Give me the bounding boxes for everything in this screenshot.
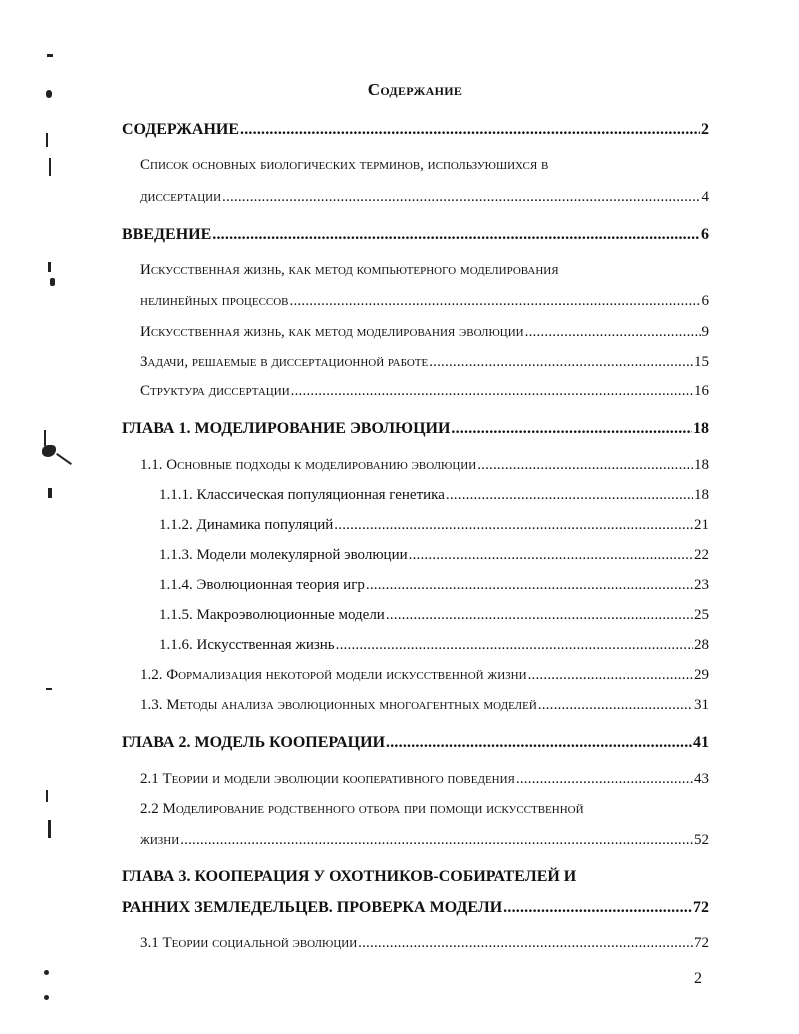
- toc-entry-terms-line1[interactable]: Список основных биологических терминов, используюшихся в: [140, 157, 549, 173]
- toc-label: Искусственная жизнь, как метод моделирования эволюции: [140, 324, 524, 340]
- toc-label: ГЛАВА 1. МОДЕЛИРОВАНИЕ ЭВОЛЮЦИИ: [122, 420, 451, 437]
- toc-entry-1-1-3[interactable]: [159, 547, 709, 564]
- page-title: Содержание: [367, 80, 463, 99]
- toc-page: 28: [694, 637, 709, 653]
- toc-entry-chapter-2[interactable]: [122, 734, 709, 752]
- toc-entry-chapter-3[interactable]: [122, 899, 709, 917]
- toc-entry-1-1-4[interactable]: [159, 577, 709, 594]
- toc-entry-chapter-1[interactable]: [122, 420, 709, 438]
- toc-label: жизни: [140, 832, 180, 848]
- toc-entry-2-2-line1[interactable]: 2.2 Моделирование родственного отбора при помощи искусственной: [140, 801, 584, 817]
- toc-label: ГЛАВА 2. МОДЕЛЬ КООПЕРАЦИИ: [122, 734, 386, 751]
- toc-label: ВВЕДЕНИЕ: [122, 226, 212, 243]
- toc-page: 16: [694, 383, 709, 399]
- toc-page: 72: [694, 935, 709, 951]
- toc-page: 4: [701, 189, 709, 205]
- toc-entry-2-1[interactable]: [140, 771, 709, 788]
- toc-label: 1.1. Основные подходы к моделированию эволюции: [140, 457, 477, 473]
- toc-entry-terms[interactable]: [140, 189, 709, 206]
- toc-entry-1-1-5[interactable]: [159, 607, 709, 624]
- toc-page: 18: [694, 487, 709, 503]
- toc-entry-1-1-6[interactable]: [159, 637, 709, 654]
- toc-label: 1.1.5. Макроэволюционные модели: [159, 607, 385, 623]
- toc-page: 43: [694, 771, 709, 787]
- toc-label: 1.2. Формализация некоторой модели искусственной жизни: [140, 667, 527, 683]
- toc-page: 18: [693, 420, 709, 437]
- toc-page: 31: [694, 697, 709, 713]
- toc-label: Структура диссертации: [140, 383, 290, 399]
- page-number: 2: [694, 970, 702, 987]
- toc-entry-2-2[interactable]: [140, 832, 709, 849]
- toc-entry-1-2[interactable]: [140, 667, 709, 684]
- toc-page: 18: [694, 457, 709, 473]
- toc-label: 1.1.1. Классическая популяционная генетика: [159, 487, 445, 503]
- toc-page: 22: [694, 547, 709, 563]
- toc-entry-structure[interactable]: [140, 383, 709, 400]
- toc-label: 1.1.2. Динамика популяций: [159, 517, 334, 533]
- toc-entry-1-1[interactable]: [140, 457, 709, 474]
- toc-page: 41: [693, 734, 709, 751]
- toc-label: СОДЕРЖАНИЕ: [122, 121, 240, 138]
- toc-page: 6: [701, 293, 709, 309]
- toc-entry-chapter-3-line1[interactable]: ГЛАВА 3. КООПЕРАЦИЯ У ОХОТНИКОВ-СОБИРАТЕЛЕЙ И: [122, 868, 577, 885]
- toc-page: 72: [693, 899, 709, 916]
- toc-label: 2.1 Теории и модели эволюции кооперативного поведения: [140, 771, 515, 787]
- toc-label: 1.1.6. Искусственная жизнь: [159, 637, 335, 653]
- toc-entry-alife-evolution[interactable]: [140, 324, 709, 341]
- toc-page: 52: [694, 832, 709, 848]
- toc-page: 6: [701, 226, 709, 243]
- toc-page: 21: [694, 517, 709, 533]
- toc-page: 29: [694, 667, 709, 683]
- toc-label: диссертации: [140, 189, 222, 205]
- toc-entry-tasks[interactable]: [140, 354, 709, 371]
- toc-label: Задачи, решаемые в диссертационной работе: [140, 354, 429, 370]
- toc-entry-alife-nonlinear[interactable]: [140, 293, 709, 310]
- toc-label: 3.1 Теории социальной эволюции: [140, 935, 358, 951]
- toc-entry-introduction[interactable]: [122, 226, 709, 244]
- toc-page: 23: [694, 577, 709, 593]
- toc-label: РАННИХ ЗЕМЛЕДЕЛЬЦЕВ. ПРОВЕРКА МОДЕЛИ: [122, 899, 503, 916]
- toc-page: 15: [694, 354, 709, 370]
- toc-label: нелинейных процессов: [140, 293, 289, 309]
- toc-entry-1-1-2[interactable]: [159, 517, 709, 534]
- toc-entry-1-1-1[interactable]: [159, 487, 709, 504]
- toc-page: 9: [701, 324, 709, 340]
- toc-page: 2: [701, 121, 709, 138]
- toc-entry-contents[interactable]: [122, 121, 709, 139]
- toc-page: 25: [694, 607, 709, 623]
- toc-entry-alife-nonlinear-line1[interactable]: Искусственная жизнь, как метод компьютерного моделирования: [140, 262, 559, 278]
- toc-entry-3-1[interactable]: [140, 935, 709, 952]
- toc-label: 1.1.4. Эволюционная теория игр: [159, 577, 365, 593]
- toc-label: 1.3. Методы анализа эволюционных многоагентных моделей: [140, 697, 537, 713]
- toc-entry-1-3[interactable]: [140, 697, 709, 714]
- toc-label: 1.1.3. Модели молекулярной эволюции: [159, 547, 408, 563]
